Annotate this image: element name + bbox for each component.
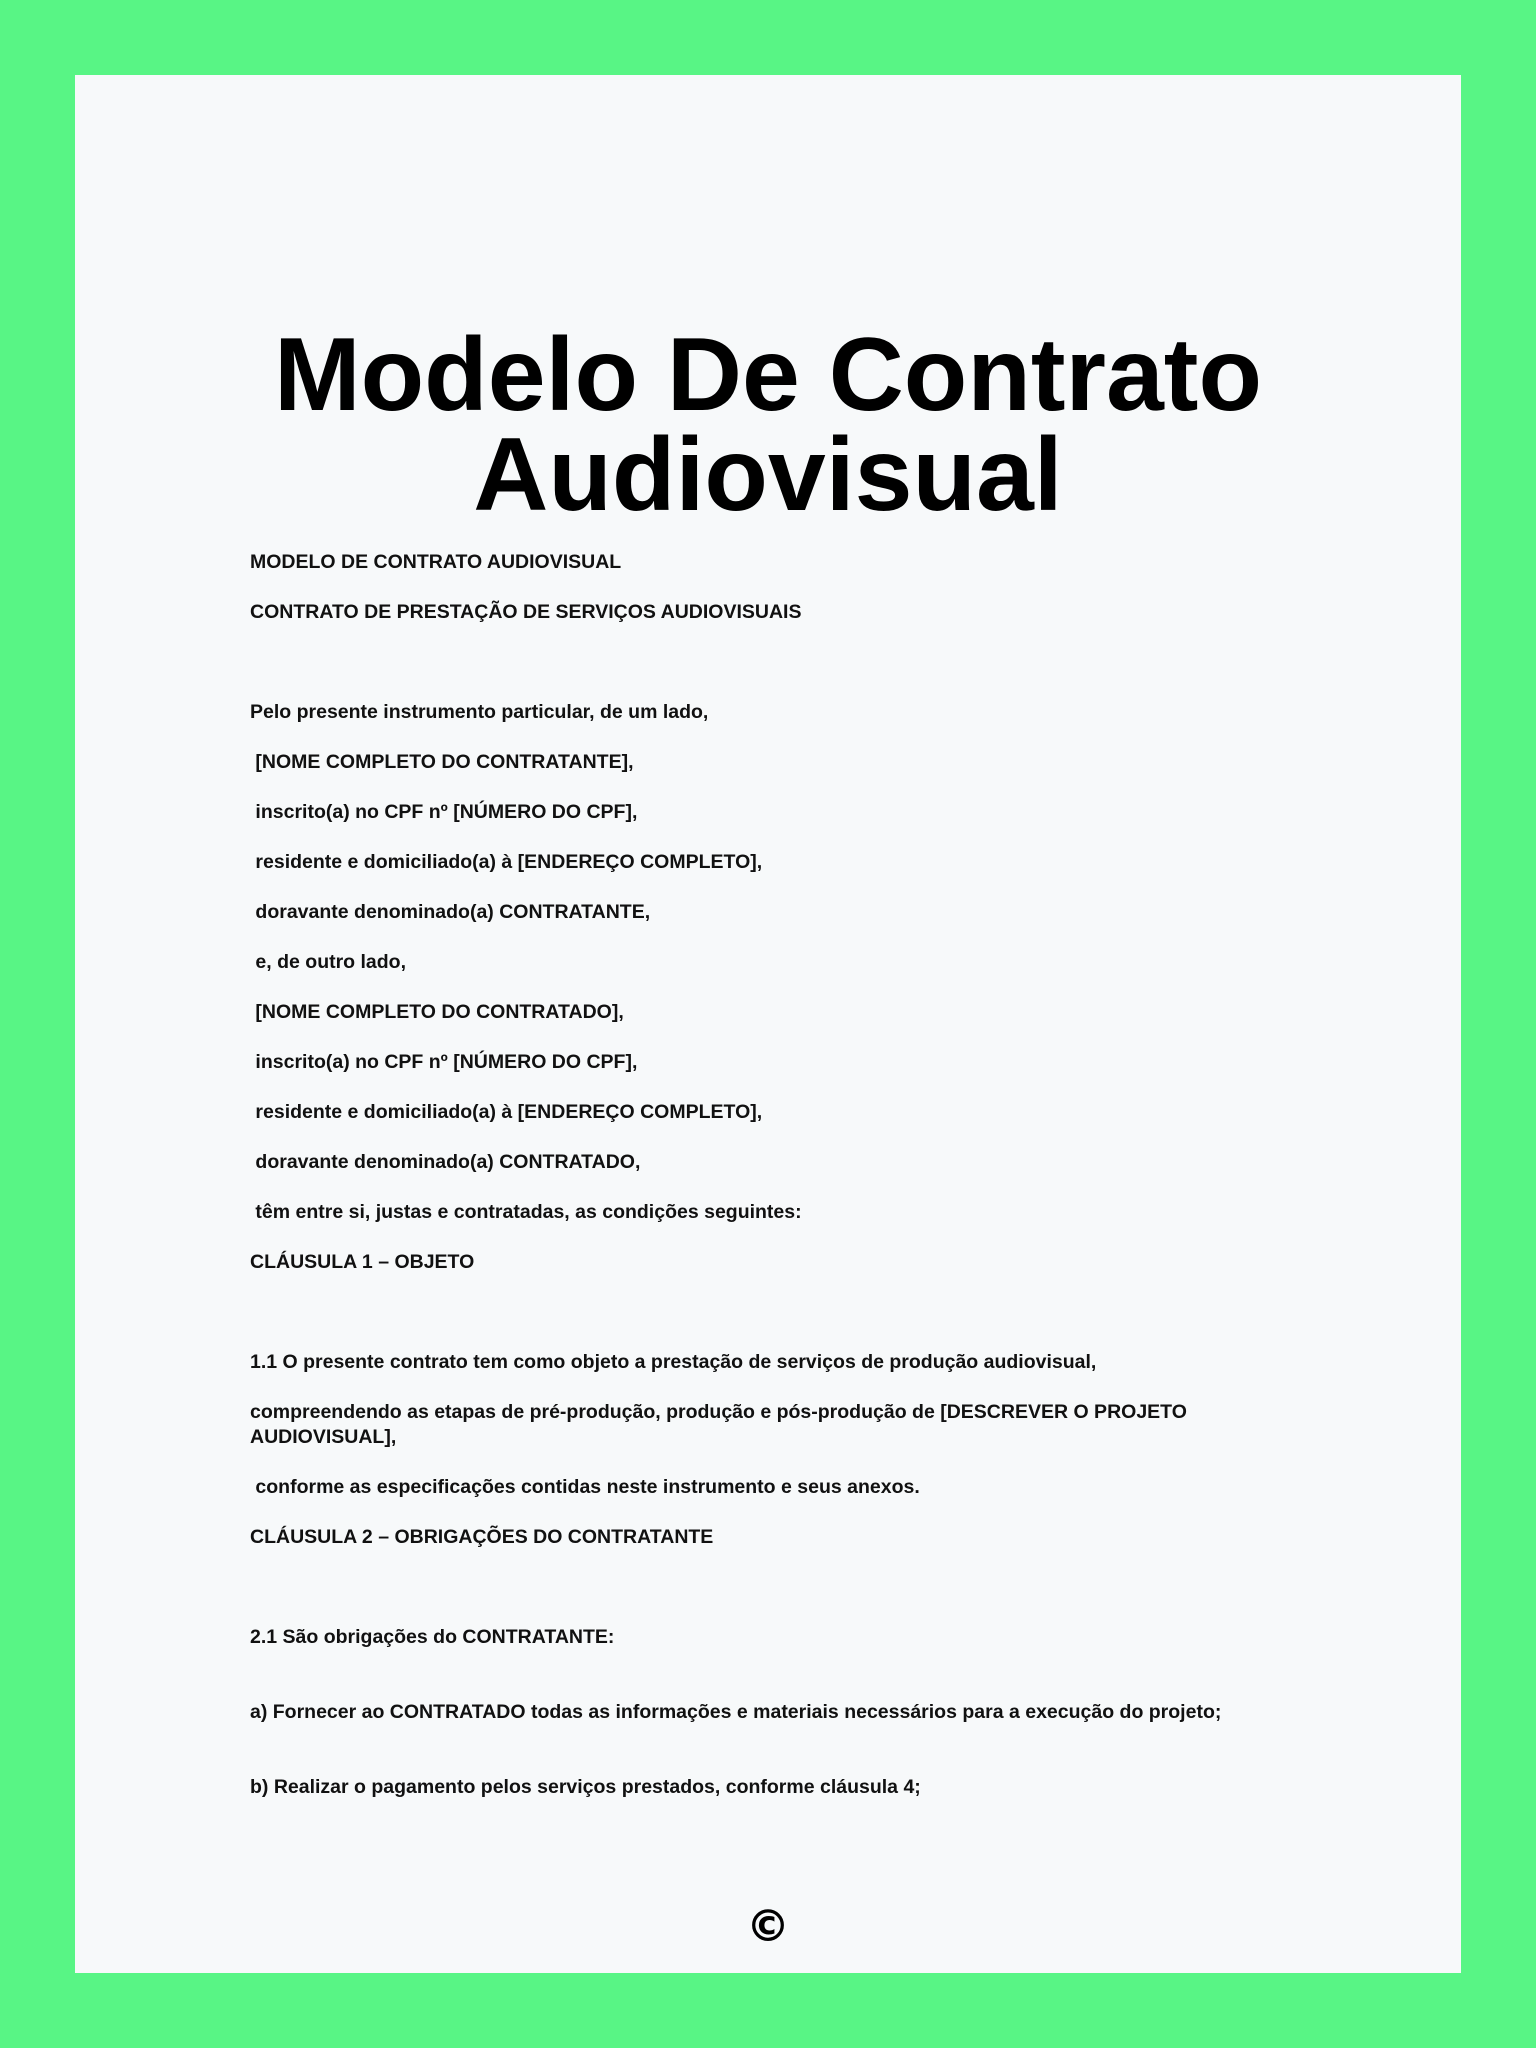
contract-subheading: CONTRATO DE PRESTAÇÃO DE SERVIÇOS AUDIOVISUAIS — [250, 601, 802, 623]
title-line-2: Audiovisual — [473, 417, 1063, 533]
document-page — [75, 75, 1461, 1973]
clause-2-1-b: b) Realizar o pagamento pelos serviços prestados, conforme cláusula 4; — [250, 1776, 921, 1798]
paragraph-contracted-designation: doravante denominado(a) CONTRATADO, — [250, 1151, 641, 1173]
paragraph-contracted-cpf: inscrito(a) no CPF nº [NÚMERO DO CPF], — [250, 1051, 638, 1073]
clause-2-1: 2.1 São obrigações do CONTRATANTE: — [250, 1626, 615, 1648]
clause-2-heading: CLÁUSULA 2 – OBRIGAÇÕES DO CONTRATANTE — [250, 1526, 714, 1548]
paragraph-agreement: têm entre si, justas e contratadas, as condições seguintes: — [250, 1201, 802, 1223]
paragraph-contracted-name: [NOME COMPLETO DO CONTRATADO], — [250, 1001, 624, 1023]
paragraph-contractor-name: [NOME COMPLETO DO CONTRATANTE], — [250, 751, 634, 773]
clause-1-heading: CLÁUSULA 1 – OBJETO — [250, 1251, 475, 1273]
contract-heading: MODELO DE CONTRATO AUDIOVISUAL — [250, 551, 622, 573]
clause-1-1-continued: compreendendo as etapas de pré-produção, produção e pós-produção de [DESCREVER O PROJETO AUDIOVISUAL], — [250, 1401, 1192, 1448]
paragraph-other-side: e, de outro lado, — [250, 951, 407, 973]
paragraph-contracted-address: residente e domiciliado(a) à [ENDEREÇO COMPLETO], — [250, 1101, 763, 1123]
paragraph-contractor-address: residente e domiciliado(a) à [ENDEREÇO COMPLETO], — [250, 851, 763, 873]
paragraph-intro: Pelo presente instrumento particular, de um lado, — [250, 701, 709, 723]
paragraph-contractor-designation: doravante denominado(a) CONTRATANTE, — [250, 901, 651, 923]
copyright-icon: © — [746, 1901, 790, 1952]
paragraph-contractor-cpf: inscrito(a) no CPF nº [NÚMERO DO CPF], — [250, 801, 638, 823]
clause-1-1-conclusion: conforme as especificações contidas neste instrumento e seus anexos. — [250, 1476, 920, 1498]
clause-1-1: 1.1 O presente contrato tem como objeto a prestação de serviços de produção audiovisual, — [250, 1351, 1097, 1373]
clause-2-1-a: a) Fornecer ao CONTRATADO todas as informações e materiais necessários para a execução do projeto; — [250, 1701, 1222, 1723]
title-line-1: Modelo De Contrato — [274, 317, 1262, 433]
page-title — [75, 317, 1461, 533]
